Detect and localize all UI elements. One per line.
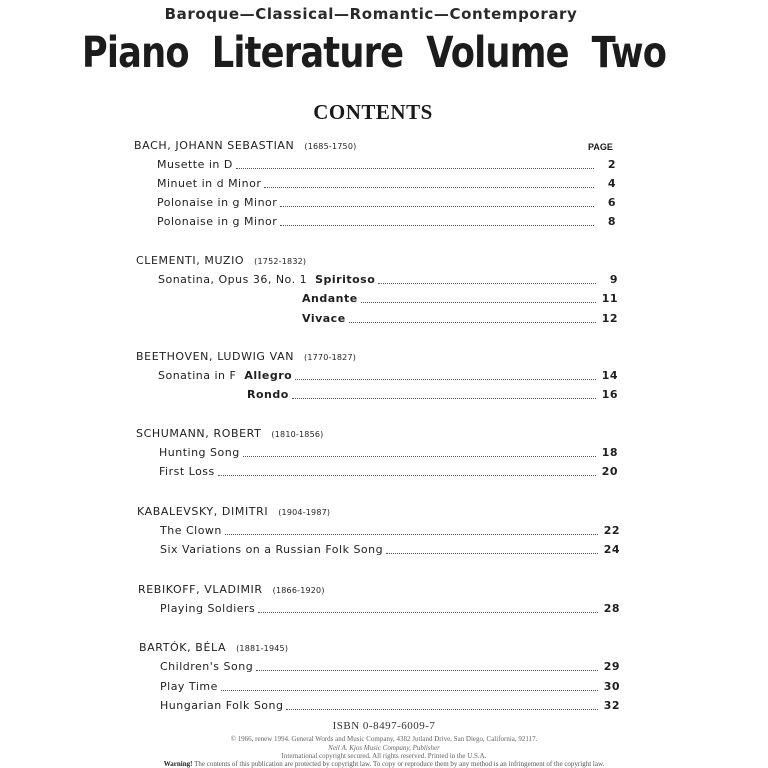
- composer-dates: (1881-1945): [236, 644, 289, 653]
- entry-page: 8: [607, 215, 616, 228]
- entry-page: 9: [609, 273, 618, 286]
- isbn: ISBN 0-8497-6009-7: [332, 720, 436, 732]
- entry-title: Six Variations on a Russian Folk Song: [160, 543, 384, 556]
- entry-title: Polonaise in g Minor: [157, 196, 278, 209]
- dot-leader: [221, 690, 598, 691]
- composer-heading: [136, 427, 323, 440]
- entry-page: 2: [607, 158, 616, 171]
- dot-leader: [295, 379, 595, 380]
- contents-heading: CONTENTS: [313, 100, 433, 124]
- dot-leader: [256, 670, 598, 671]
- dot-leader: [236, 168, 594, 169]
- toc-entry[interactable]: [160, 602, 620, 615]
- toc-entry[interactable]: [158, 273, 618, 286]
- entry-movement: Andante: [302, 292, 358, 305]
- toc-entry[interactable]: [247, 388, 618, 401]
- entry-page: 20: [601, 465, 618, 478]
- toc-entry[interactable]: [160, 699, 620, 712]
- entry-page: 18: [601, 446, 618, 459]
- toc-entry[interactable]: [157, 215, 616, 228]
- composer-name: REBIKOFF, VLADIMIR: [138, 583, 263, 596]
- composer-name: CLEMENTI, MUZIO: [136, 254, 245, 267]
- entry-title: Hungarian Folk Song: [160, 699, 284, 712]
- entry-title: Polonaise in g Minor: [157, 215, 278, 228]
- dot-leader: [292, 398, 596, 399]
- composer-dates: (1752-1832): [254, 257, 307, 266]
- entry-title: Play Time: [160, 680, 218, 693]
- entry-page: 16: [601, 388, 618, 401]
- composer-dates: (1866-1920): [272, 586, 325, 595]
- composer-heading: [138, 583, 325, 596]
- toc-entry[interactable]: [157, 196, 616, 209]
- composer-heading: [136, 254, 306, 267]
- entry-page: 11: [601, 292, 618, 305]
- composer-name: BACH, JOHANN SEBASTIAN: [134, 139, 295, 152]
- toc-entry[interactable]: [157, 158, 616, 171]
- entry-page: 32: [603, 699, 620, 712]
- toc-entry[interactable]: [302, 312, 618, 325]
- entry-title: The Clown: [160, 524, 222, 537]
- warning-label: Warning!: [163, 760, 193, 768]
- entry-movement: Vivace: [302, 312, 346, 325]
- entry-title: Sonatina in F: [158, 369, 237, 382]
- toc-entry[interactable]: [159, 465, 618, 478]
- dot-leader: [218, 475, 596, 476]
- toc-entry[interactable]: [160, 524, 620, 537]
- entry-page: 28: [603, 602, 620, 615]
- entry-page: 30: [603, 680, 620, 693]
- dot-leader: [386, 553, 598, 554]
- composer-heading: [137, 505, 330, 518]
- entry-title: Hunting Song: [159, 446, 240, 459]
- dot-leader: [349, 322, 596, 323]
- composer-name: BARTÓK, BÉLA: [139, 641, 227, 654]
- dot-leader: [280, 206, 594, 207]
- entry-title: Children's Song: [160, 660, 254, 673]
- entry-title: Musette in D: [157, 158, 233, 171]
- entry-page: 4: [607, 177, 616, 190]
- entry-page: 22: [603, 524, 620, 537]
- entry-title: Sonatina, Opus 36, No. 1: [158, 273, 308, 286]
- entry-movement: Spiritoso: [315, 273, 376, 286]
- warning-text: The contents of this publication are protected by copyright law. To copy or reproduce them by any method is an infringement of the copyright law.: [194, 760, 605, 768]
- entry-page: 14: [601, 369, 618, 382]
- entry-page: 29: [603, 660, 620, 673]
- composer-heading: [136, 350, 356, 363]
- composer-name: KABALEVSKY, DIMITRI: [137, 505, 269, 518]
- dot-leader: [378, 283, 596, 284]
- composer-dates: (1685-1750): [304, 142, 357, 151]
- dot-leader: [225, 534, 598, 535]
- page-column-label: PAGE: [588, 142, 613, 152]
- composer-name: SCHUMANN, ROBERT: [136, 427, 262, 440]
- warning-line: [0, 760, 768, 768]
- entry-page: 24: [603, 543, 620, 556]
- toc-entry[interactable]: [302, 292, 618, 305]
- dot-leader: [264, 187, 594, 188]
- dot-leader: [243, 456, 596, 457]
- publisher-line: Neil A. Kjos Music Company, Publisher: [328, 744, 440, 752]
- entry-page: 6: [607, 196, 616, 209]
- rights-line: International copyright secured. All rights reserved. Printed in the U.S.A.: [281, 752, 487, 760]
- composer-dates: (1904-1987): [278, 508, 331, 517]
- book-title: Piano Literature Volume Two: [81, 28, 667, 78]
- toc-entry[interactable]: [160, 660, 620, 673]
- composer-dates: (1810-1856): [271, 430, 324, 439]
- entry-movement: Rondo: [247, 388, 289, 401]
- entry-title: First Loss: [159, 465, 215, 478]
- entry-title: Playing Soldiers: [160, 602, 256, 615]
- entry-page: 12: [601, 312, 618, 325]
- copyright-line: © 1966, renew 1994. General Words and Music Company, 4382 Jutland Drive, San Diego, California, 92117.: [230, 735, 538, 743]
- toc-entry[interactable]: [160, 543, 620, 556]
- entry-title: Minuet in d Minor: [157, 177, 262, 190]
- toc-entry[interactable]: [157, 177, 616, 190]
- composer-dates: (1770-1827): [304, 353, 357, 362]
- dot-leader: [280, 225, 594, 226]
- toc-entry[interactable]: [158, 369, 618, 382]
- eras-subtitle: Baroque—Classical—Romantic—Contemporary: [164, 5, 578, 23]
- entry-movement: Allegro: [244, 369, 293, 382]
- composer-heading: [134, 139, 356, 152]
- toc-entry[interactable]: [160, 680, 620, 693]
- dot-leader: [361, 302, 596, 303]
- composer-heading: [139, 641, 288, 654]
- composer-name: BEETHOVEN, LUDWIG VAN: [136, 350, 295, 363]
- dot-leader: [286, 709, 597, 710]
- dot-leader: [258, 612, 597, 613]
- toc-entry[interactable]: [159, 446, 618, 459]
